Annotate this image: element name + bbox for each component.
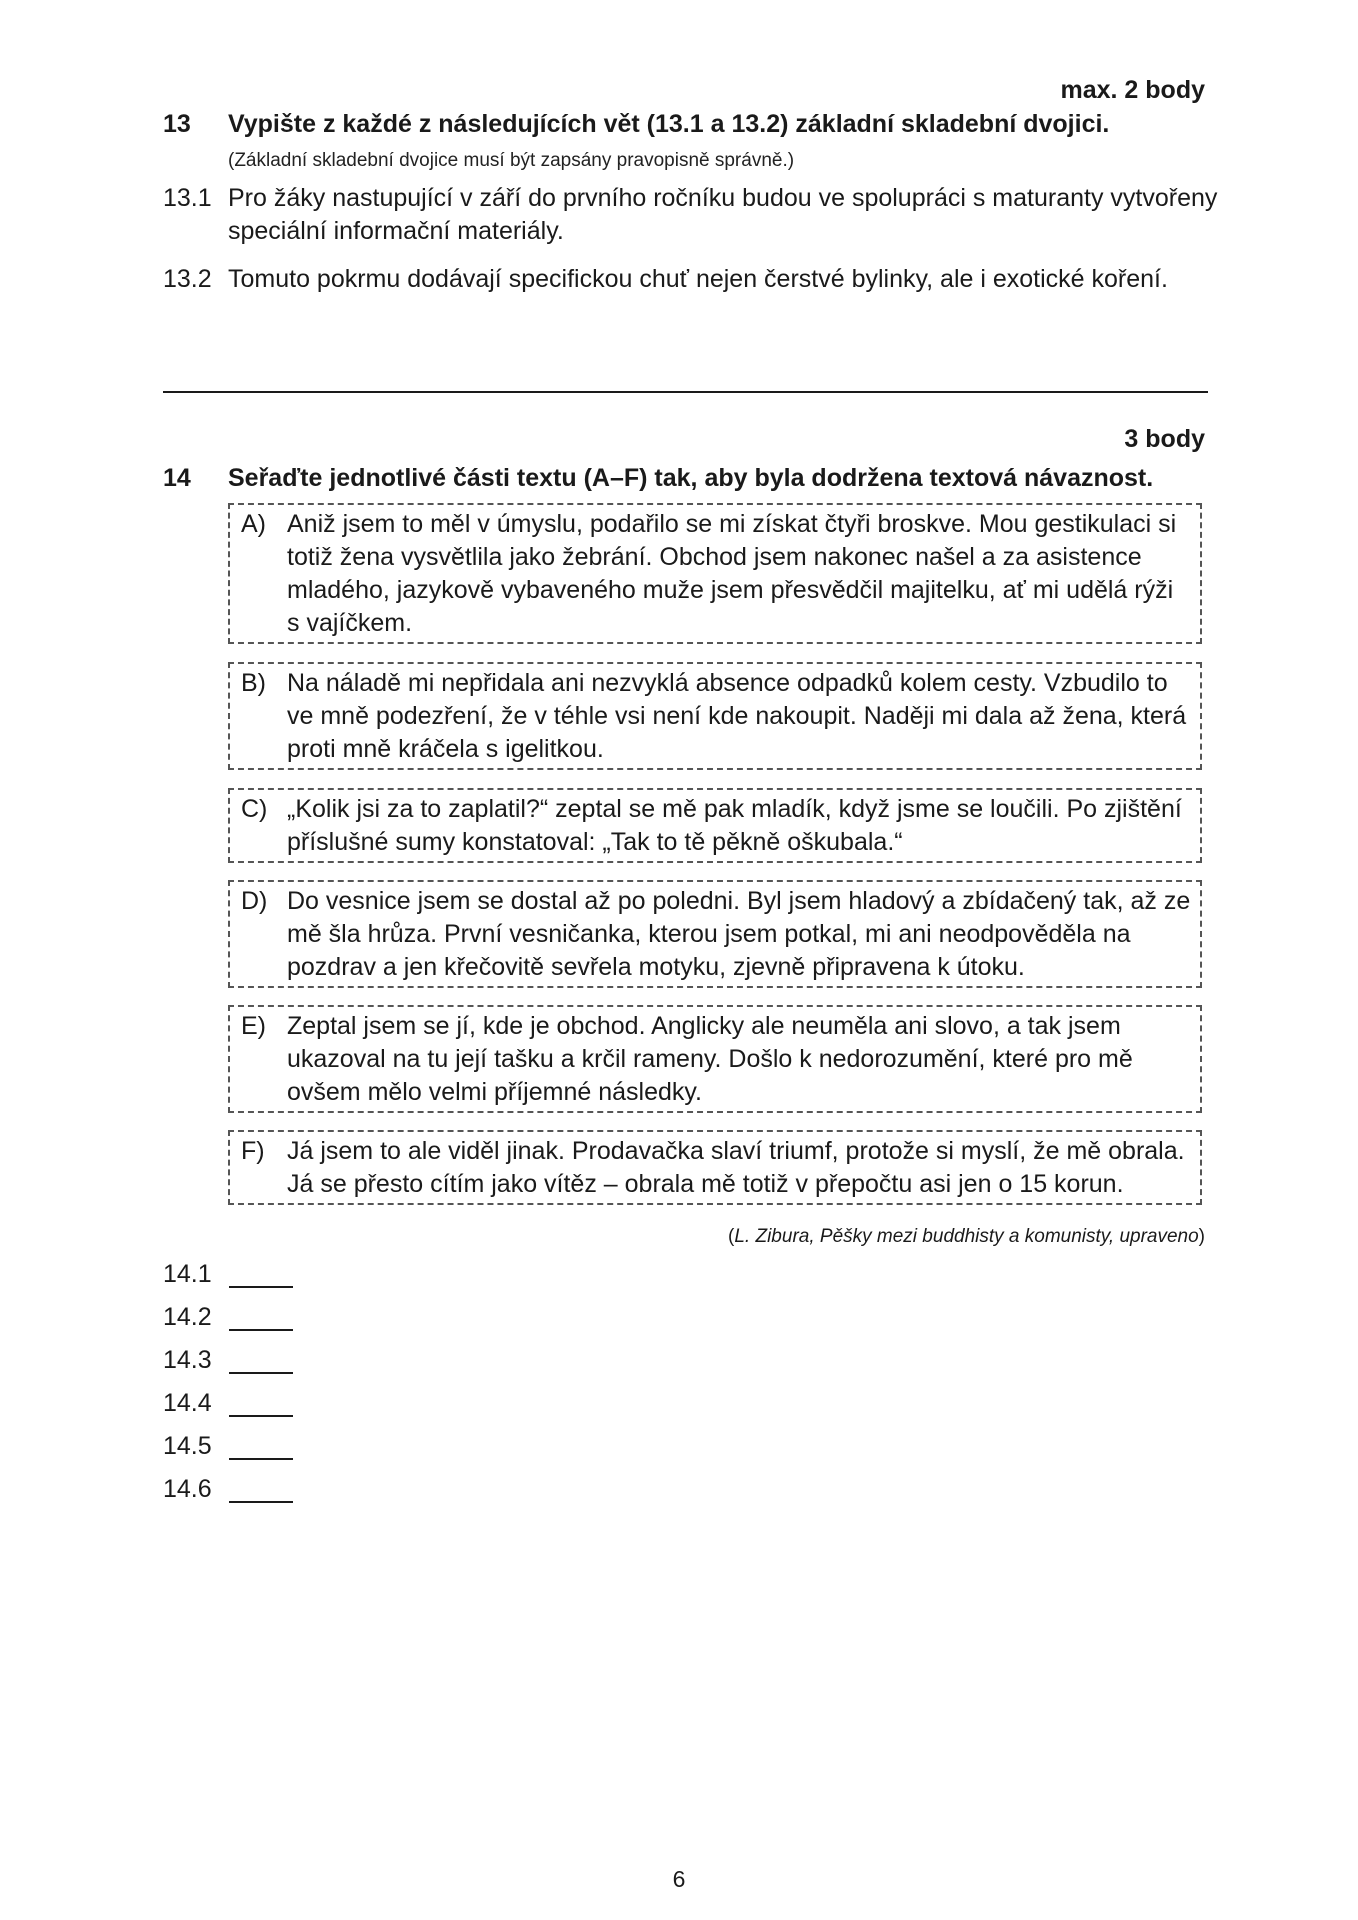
answer-row	[163, 1389, 363, 1423]
page-number: 6	[672, 1866, 686, 1892]
task13-instruction: Vypište z každé z následujících vět (13.1 a 13.2) základní skladební dvojici.	[228, 110, 1110, 138]
task13-points: max. 2 body	[1060, 76, 1205, 104]
text-part-a	[228, 503, 1202, 644]
part-letter: B)	[241, 669, 266, 697]
task13-number: 13	[163, 110, 191, 138]
task14-number: 14	[163, 464, 191, 492]
part-text: „Kolik jsi za to zaplatil?“ zeptal se mě pak mladík, když jsme se loučili. Po zjištění příslušné sumy konstatoval: „Tak to tě pěkně oškubala.“	[287, 795, 1182, 856]
part-text: Aniž jsem to měl v úmyslu, podařilo se mi získat čtyři broskve. Mou gestikulaci si totiž žena vysvětlila jako žebrání. Obchod jsem nakonec našel a za asistence mladého, jazykově vybaveného muže jsem přesvědčil majitelku, ať mi udělá rýži s vajíčkem.	[287, 510, 1177, 637]
task13-item-number: 13.2	[163, 265, 212, 293]
answer-label: 14.4	[163, 1389, 212, 1417]
task14-points: 3 body	[1124, 425, 1205, 453]
answer-row	[163, 1432, 363, 1466]
part-text: Do vesnice jsem se dostal až po poledni. Byl jsem hladový a zbídačený tak, až ze mě šla hrůza. První vesničanka, kterou jsem potkal, mi ani neodpověděla na pozdrav a jen křečovitě sevřela motyku, zjevně připravena k útoku.	[287, 887, 1191, 981]
task13-note: (Základní skladební dvojice musí být zapsány pravopisně správně.)	[228, 150, 795, 171]
text-part-c	[228, 788, 1202, 863]
answer-blank[interactable]	[229, 1501, 293, 1503]
answer-label: 14.2	[163, 1303, 212, 1331]
citation-open-paren: (	[728, 1226, 735, 1247]
part-letter: E)	[241, 1012, 266, 1040]
part-letter: D)	[241, 887, 268, 915]
text-part-d	[228, 880, 1202, 988]
text-part-e	[228, 1005, 1202, 1113]
answer-label: 14.3	[163, 1346, 212, 1374]
part-letter: C)	[241, 795, 268, 823]
answer-row	[163, 1260, 363, 1294]
answer-label: 14.6	[163, 1475, 212, 1503]
source-citation	[728, 1226, 1205, 1248]
citation-text: L. Zibura, Pěšky mezi buddhisty a komunisty, upraveno	[734, 1226, 1199, 1247]
answer-blank[interactable]	[229, 1372, 293, 1374]
section-divider	[163, 391, 1208, 393]
part-letter: F)	[241, 1137, 265, 1165]
answer-row	[163, 1475, 363, 1509]
answer-label: 14.5	[163, 1432, 212, 1460]
part-text: Já jsem to ale viděl jinak. Prodavačka slaví triumf, protože si myslí, že mě obrala. Já se přesto cítím jako vítěz – obrala mě totiž v přepočtu asi jen o 15 korun.	[287, 1137, 1185, 1198]
task13-item-number: 13.1	[163, 184, 212, 212]
part-letter: A)	[241, 510, 266, 538]
answer-blank[interactable]	[229, 1458, 293, 1460]
answer-row	[163, 1346, 363, 1380]
answer-blank[interactable]	[229, 1329, 293, 1331]
task13-item-text: Tomuto pokrmu dodávají specifickou chuť nejen čerstvé bylinky, ale i exotické koření.	[228, 265, 1168, 293]
part-text: Na náladě mi nepřidala ani nezvyklá absence odpadků kolem cesty. Vzbudilo to ve mně podezření, že v téhle vsi není kde nakoupit. Naději mi dala až žena, která proti mně kráčela s igelitkou.	[287, 669, 1187, 763]
answer-row	[163, 1303, 363, 1337]
task13-item-text: Pro žáky nastupující v září do prvního ročníku budou ve spolupráci s maturanty vytvořeny speciální informační materiály.	[228, 184, 1218, 245]
answer-label: 14.1	[163, 1260, 212, 1288]
answer-blank[interactable]	[229, 1415, 293, 1417]
text-part-f	[228, 1130, 1202, 1205]
answer-blank[interactable]	[229, 1286, 293, 1288]
task14-instruction: Seřaďte jednotlivé části textu (A–F) tak, aby byla dodržena textová návaznost.	[228, 464, 1154, 492]
text-part-b	[228, 662, 1202, 770]
citation-close-paren: )	[1198, 1226, 1205, 1247]
part-text: Zeptal jsem se jí, kde je obchod. Anglicky ale neuměla ani slovo, a tak jsem ukazoval na tu její tašku a krčil rameny. Došlo k nedorozumění, které pro mě ovšem mělo velmi příjemné následky.	[287, 1012, 1133, 1106]
